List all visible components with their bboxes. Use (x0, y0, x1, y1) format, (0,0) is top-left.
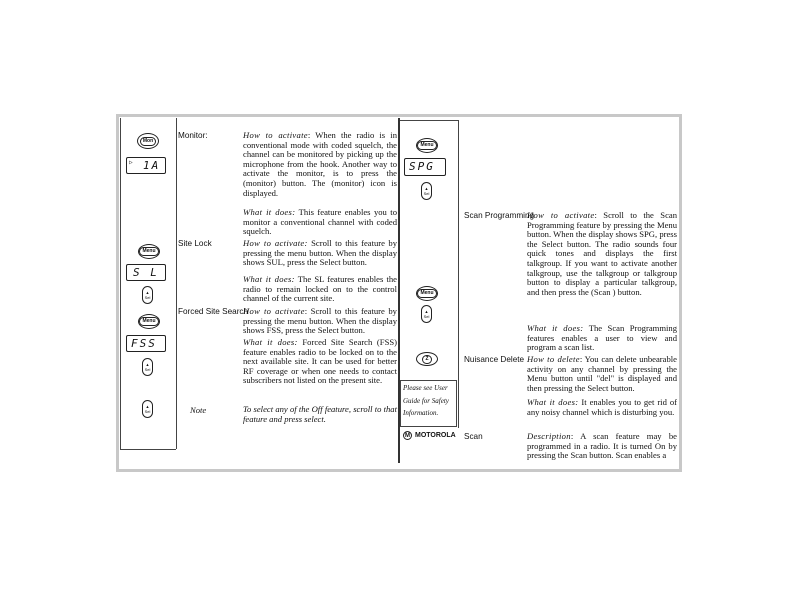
safety-line: Please see User (403, 384, 448, 392)
lcd-display-fss: FSS (126, 335, 166, 352)
scan-programming-how-to-activate: How to activate: Scroll to the Scan Programming feature by pressing the Menu button. When the display shows SPG, press the Select button. The radio sounds four quick tones and displays the first talkgroup. If you want to activate another talkgroup, use the talkgroup or talkgroup button to display a particular talkgroup, and then press the (Scan ) button. (527, 210, 677, 297)
section-title-monitor: Monitor: (178, 131, 208, 140)
note-label: Note (190, 405, 207, 415)
safety-line: Information. (403, 409, 439, 417)
left-bottom-rule (120, 449, 176, 450)
mon-button-icon: Mon (137, 133, 159, 149)
left-icon-column-border (120, 118, 121, 449)
section-title-scan-programming: Scan Programming (464, 211, 535, 220)
lcd-display-1a: ▷ 1A (126, 157, 166, 174)
menu-button-icon: Menu (138, 244, 160, 259)
menu-button-icon: Menu (416, 138, 438, 153)
right-icon-column-border (458, 120, 459, 428)
section-title-forced-site-search: Forced Site Search (178, 307, 249, 316)
safety-notice-box (400, 380, 457, 427)
select-button-icon: ▲ Sel (421, 305, 432, 323)
select-button-icon: ▲ Sel (142, 400, 153, 418)
nuisance-delete-what-it-does: What it does: It enables you to get rid of any noisy channel which is disturbing you. (527, 397, 677, 417)
fss-how-to-activate: How to activate: Scroll to this feature by pressing the menu button. When the display shows FSS, press the Select button. (243, 306, 397, 336)
motorola-m-icon: M (405, 432, 410, 439)
safety-line: Guide for Safety (403, 396, 449, 405)
select-button-icon: ▲ Sel (142, 358, 153, 376)
select-button-icon: ▲ Sel (142, 286, 153, 304)
nuisance-delete-how-to: How to delete: You can delete unbearable activity on any channel by pressing the Menu button until "del" is displayed and then pressing the Select button. (527, 354, 677, 393)
monitor-how-to-activate: How to activate: When the radio is in conventional mode with coded squelch, the channel can be monitored by picking up the microphone from the hook. Another way to activate the monitor, is to press the (monitor) button. The (monitor) icon is displayed. (243, 130, 397, 198)
motorola-logo: M MOTOROLA (405, 432, 456, 439)
menu-button-icon: Menu (416, 286, 438, 301)
site-lock-what-it-does: What it does: The SL features enables the radio to remain locked on to the control channel of the current site. (243, 274, 398, 304)
site-lock-how-to-activate: How to activate: Scroll to this feature by pressing the menu button. When the display shows SUL, press the Select button. (243, 238, 397, 268)
menu-button-icon: Menu (138, 314, 160, 329)
select-button-icon: ▲ Sel (421, 182, 432, 200)
left-label-divider (176, 118, 177, 449)
lcd-display-sl: S L (126, 264, 166, 281)
note-text: To select any of the Off feature, scroll to that feature and press select. (243, 404, 397, 424)
monitor-what-it-does: What it does: This feature enables you to monitor a conventional channel with coded squelch. (243, 207, 397, 237)
section-title-site-lock: Site Lock (178, 239, 212, 248)
section-title-scan: Scan (464, 432, 483, 441)
scan-button-icon: Z (416, 352, 438, 366)
scan-programming-what-it-does: What it does: The Scan Programming features enables a user to view and program a scan list. (527, 323, 677, 353)
right-icon-top-rule (400, 120, 458, 121)
section-title-nuisance-delete: Nuisance Delete (464, 355, 525, 364)
scan-description: Description: A scan feature may be programmed in a radio. It is turned On by pressing the Scan button. Scan enables a (527, 431, 677, 461)
lcd-display-spg: SPG (404, 158, 446, 176)
fss-what-it-does: What it does: Forced Site Search (FSS) feature enables radio to be locked on to the next available site. It can be used for better RF coverage or when one needs to contact subscribers not listed on the present site. (243, 337, 397, 386)
